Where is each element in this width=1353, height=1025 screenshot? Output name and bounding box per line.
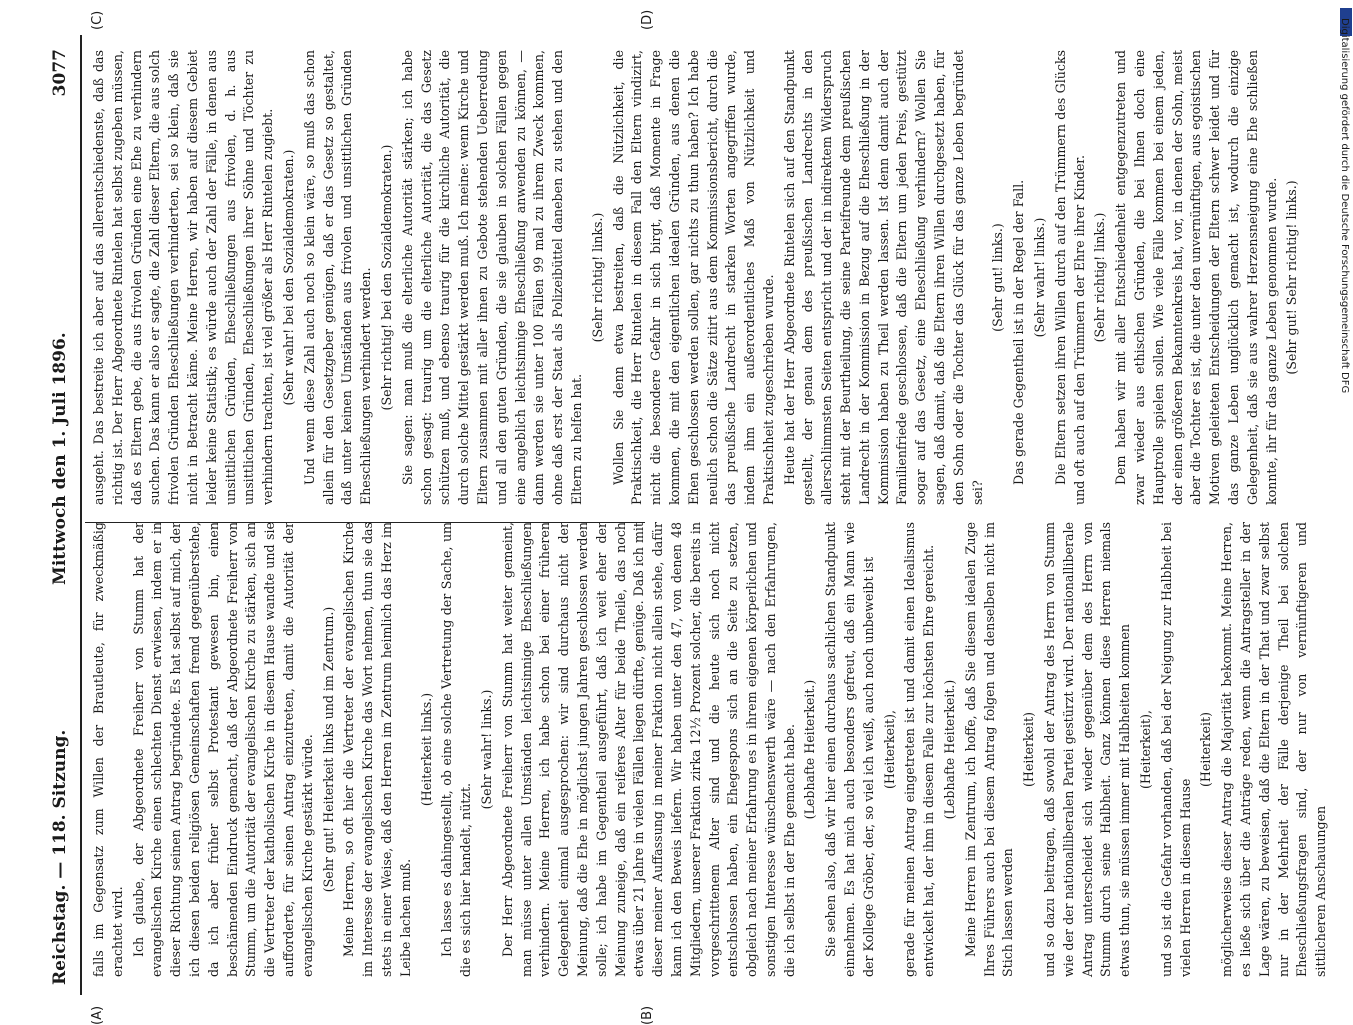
paragraph: und so dazu beitragen, daß sowohl der Antrag des Herrn von Stumm wie der der nationalliberalen Partei gestürzt wird. Der nationalliberale Antrag unterscheidet sich wieder gegenüber dem des Herrn von Stumm durch seine Halbheit. Ganz können diese Herren niemals etwas thun, sie müssen immer mit Halbheiten kommen: [1042, 522, 1133, 977]
margin-marker-d: (D): [640, 9, 655, 30]
interjection: (Heiterkeit): [1021, 712, 1037, 787]
document-page: [40, 9, 1329, 1025]
header-page-number: 3077: [50, 49, 70, 97]
header-session: Reichstag. — 118. Sitzung.: [50, 729, 70, 985]
interjection: (Lebhafte Heiterkeit.): [802, 679, 818, 820]
paragraph: ausgeht. Das bestreite ich aber auf das allerentschiedenste, daß das richtig ist. Der Herr Abgeordnete Rintelen hat selbst zugeben müssen, daß es Eltern gebe, die aus frivolen Gründen eine Ehe zu verhindern suchen. Das kann er also er sagte, die Zahl dieser Eltern, die aus solch frivolen Gründen Eheschließungen verhinderten, sei so klein, daß sie nicht in Betracht käme. Meine Herren, wir haben auf diesem Gebiet leider keine Statistik; es würde auch der Zahl der Fälle, in denen aus unsittlichen Gründen, Eheschließungen aus frivolen, d. h. aus unsittlichen Gründen, Eheschließungen ihrer Söhne und Töchter zu verhindern trachten, ist viel größer als Herr Rintelen zugiebt.: [91, 50, 276, 505]
paragraph: Dem haben wir mit aller Entschiedenheit entgegenzutreten und zwar wieder aus ethischen Gründen, die bei Ihnen doch eine Hauptrolle spielen sollen. Wie viele Fälle kommen bei einem jeden, der einen größeren Bekanntenkreis hat, vor, in denen der Sohn, meist aber die Tochter es ist, die unter den unvernünftigen, aus egoistischen Motiven geleiteten Entscheidungen der Eltern schwer leidet und für das ganze Leben unglücklich gemacht ist, wodurch die einzige Gelegenheit, daß sie aus wahrer Herzensneigung eine Ehe schließen konnte, ihr für das ganze Leben genommen wurde.: [1113, 50, 1279, 505]
paragraph: Wollen Sie denn etwa bestreiten, daß die Nützlichkeit, die Praktischkeit, die Herr Rintelen in diesem Fall den Eltern vindizirt, nicht die besondere Gefahr in sich birgt, daß Momente in Frage kommen, die mit den eigentlichen idealen Gründen, aus denen die Ehen geschlossen werden sollen, gar nichts zu thun haben? Ich habe neulich schon die Sätze zitirt aus dem Kommissionsbericht, durch die das preußische Landrecht in starken Worten angegriffen wurde, indem ihm ein außerordentliches Maß von Nützlichkeit und Praktischheit zugeschrieben wurde.: [610, 50, 776, 505]
paragraph: falls im Gegensatz zum Willen der Brautleute, für zweckmäßig erachtet wird.: [91, 522, 125, 977]
interjection: (Heiterkeit links.): [418, 692, 434, 807]
paragraph: Das gerade Gegentheil ist in der Regel der Fall.: [1011, 179, 1027, 485]
header-date: Mittwoch den 1. Juli 1896.: [50, 332, 70, 585]
interjection: (Heiterkeit),: [881, 710, 897, 789]
credit-text: Digitalisierung gefördert durch die Deutsche Forschungsgemeinschaft DFG: [1339, 18, 1350, 394]
paragraph: gerade für meinen Antrag eingetreten ist und damit einen Idealismus entwickelt hat, der ihm in diesem Falle zur höchsten Ehre gereicht.: [902, 522, 937, 977]
left-column: [90, 522, 1333, 977]
paragraph: Ich lasse es dahingestellt, ob eine solche Vertretung der Sache, um die es sich hier handelt, nützt.: [439, 522, 474, 977]
page-header: [40, 35, 80, 995]
interjection: (Sehr richtig! links.): [589, 212, 605, 343]
paragraph: Sie sagen: man muß die elterliche Autorität stärken; ich habe schon gesagt: traurig um die elterliche Autorität, die das Gesetz schützen muß, und ebenso traurig für die kirchliche Autorität, die durch solche Mittel gestärkt werden muß. Ich meine: wenn Kirche und Eltern zusammen mit aller ihnen zu Gebote stehenden Ueberredung und all den guten Gründen, die sie glauben in solchen Fällen gegen eine angeblich leichtsinnige Eheschließung anwenden zu können, — dann werden sie unter 100 Fällen 99 mal zu ihrem Zweck kommen, ohne daß erst der Staat als Polizeibüttel daneben zu stehen und den Eltern zu helfen hat.: [399, 50, 584, 505]
interjection: (Sehr wahr! bei den Sozialdemokraten.): [280, 149, 296, 406]
digitization-credit: [1338, 10, 1352, 990]
paragraph: Ich glaube, der Abgeordnete Freiherr von Stumm hat der evangelischen Kirche einen schlechten Dienst erwiesen, indem er in dieser Richtung seinen Antrag begründete. Es hat selbst auf mich, der ich diesen beiden religiösen Gemeinschaften fremd gegenüberstehe, da ich aber früher selbst Protestant gewesen bin, einen beschämenden Eindruck gemacht, daß der Abgeordnete Freiherr von Stumm, um die Autorität der evangelischen Kirche zu stärken, sich an die Vertreter der katholischen Kirche in diesem Hause wandte und sie aufforderte, für seinen Antrag einzutreten, damit die Autorität der evangelischen Kirche gestärkt würde.: [130, 522, 315, 977]
interjection: (Sehr gut! Sehr richtig! links.): [1284, 180, 1300, 375]
interjection: (Sehr gut! Heiterkeit links und im Zentrum.): [320, 606, 336, 893]
paragraph: Und wenn diese Zahl auch noch so klein wäre, so muß das schon allein für den Gesetzgeber genügen, daß er das Gesetz so gestaltet, daß unter keinen Umständen aus frivolen und unsittlichen Gründen Eheschließungen verhindert werden.: [301, 50, 374, 505]
interjection: (Heiterkeit): [1198, 712, 1214, 787]
paragraph: Sie sehen also, daß wir hier einen durchaus sachlichen Standpunkt einnehmen. Es hat mich auch besonders gefreut, daß ein Mann wie der Kollege Gröber, der, so viel ich weiß, auch noch unbeweibt ist: [823, 522, 876, 977]
right-column: [90, 50, 1304, 505]
paragraph: Meine Herren, so oft hier die Vertreter der evangelischen Kirche im Interesse der evangelischen Kirche das Wort nehmen, thun sie das stets in einer Weise, daß den Herren im Zentrum heimlich das Herz im Leibe lachen muß.: [341, 522, 413, 977]
header-rule: [80, 35, 82, 995]
paragraph: möglicherweise dieser Antrag die Majorität bekommt. Meine Herren, es ließe sich über die Anträge reden, wenn die Antragsteller in der Lage wären, zu beweisen, daß die Eltern in der That und zwar selbst nur in der Mehrheit der Fälle derjenige Theil bei solchen Eheschließungsfragen sind, der nur von vernünftigeren und sittlicheren Anschauungen: [1219, 522, 1329, 977]
interjection: (Heiterkeit),: [1138, 710, 1154, 789]
column-divider: [85, 522, 645, 523]
margin-marker-a: (A): [90, 1005, 105, 1025]
interjection: (Sehr richtig! bei den Sozialdemokraten.): [378, 144, 394, 411]
margin-marker-b: (B): [640, 1005, 655, 1025]
interjection: (Sehr wahr! links.): [478, 689, 494, 810]
margin-marker-c: (C): [90, 10, 105, 30]
interjection: (Sehr richtig! links.): [1092, 212, 1108, 343]
paragraph: und so ist die Gefahr vorhanden, daß bei der Neigung zur Halbheit bei vielen Herren in diesem Hause: [1158, 522, 1193, 977]
interjection: (Sehr wahr! links.): [1032, 217, 1048, 338]
interjection: (Lebhafte Heiterkeit.): [942, 679, 958, 820]
paragraph: Meine Herren im Zentrum, ich hoffe, daß Sie diesem idealen Zuge Ihres Führers auch bei diesem Antrag folgen und denselben nicht im Stich lassen werden: [962, 522, 1016, 977]
paragraph: Die Eltern setzen ihren Willen durch auf den Trümmern des Glücks und oft auch auf den Trümmern der Ehre ihrer Kinder.: [1052, 50, 1087, 505]
paragraph: Der Herr Abgeordnete Freiherr von Stumm hat weiter gemeint, man müsse unter allen Umständen leichtsinnige Eheschließungen verhindern. Meine Herren, ich habe schon bei einer früheren Gelegenheit einmal ausgesprochen: wir sind durchaus nicht der Meinung, daß die Ehe in möglichst jungen Jahren geschlossen werden solle; ich habe im Gegentheil ausgeführt, daß ich weit eher der Meinung zuneige, daß ein reiferes Alter für beide Theile, das noch etwas über 21 Jahre in vielen Fällen liegen dürfte, genüge. Daß ich mit dieser meiner Auffassung in meiner Fraktion nicht allein stehe, dafür kann ich den Beweis liefern. Wir haben unter den 47, von denen 48 Mitgliedern, unserer Fraktion zirka 12½ Prozent solcher, die bereits in vorgeschrittenem Alter sind und die heute sich noch nicht entschlossen haben, ein Ehegespons sich an die Seite zu setzen, obgleich nach meiner Erfahrung es in ihrem eigenen körperlichen und sonstigen Interesse wünschenswerth wäre — nach den Erfahrungen, die ich selbst in der Ehe gemacht habe.: [499, 522, 797, 977]
interjection: (Sehr gut! links.): [990, 223, 1006, 332]
paragraph: Heute hat der Herr Abgeordnete Rintelen sich auf den Standpunkt gestellt, der genau dem des preußischen Landrechts in den allerschlimmsten Seiten entspricht und der in indirektem Widerspruch steht mit der Beurtheilung, die seine Parteifreunde dem preußischen Landrecht in der Kommission in Bezug auf die Eheschließung in der Kommission haben zu Theil werden lassen. Ist denn damit auch der Familienfriede geschlossen, daß die Eltern um jeden Preis, gestützt sogar auf das Gesetz, eine Eheschließung verhindern? Wollen Sie sagen, daß damit, daß die Eltern ihren Willen durchgesetzt haben, für den Sohn oder die Tochter das Glück für das ganze Leben begründet sei?: [781, 50, 985, 505]
